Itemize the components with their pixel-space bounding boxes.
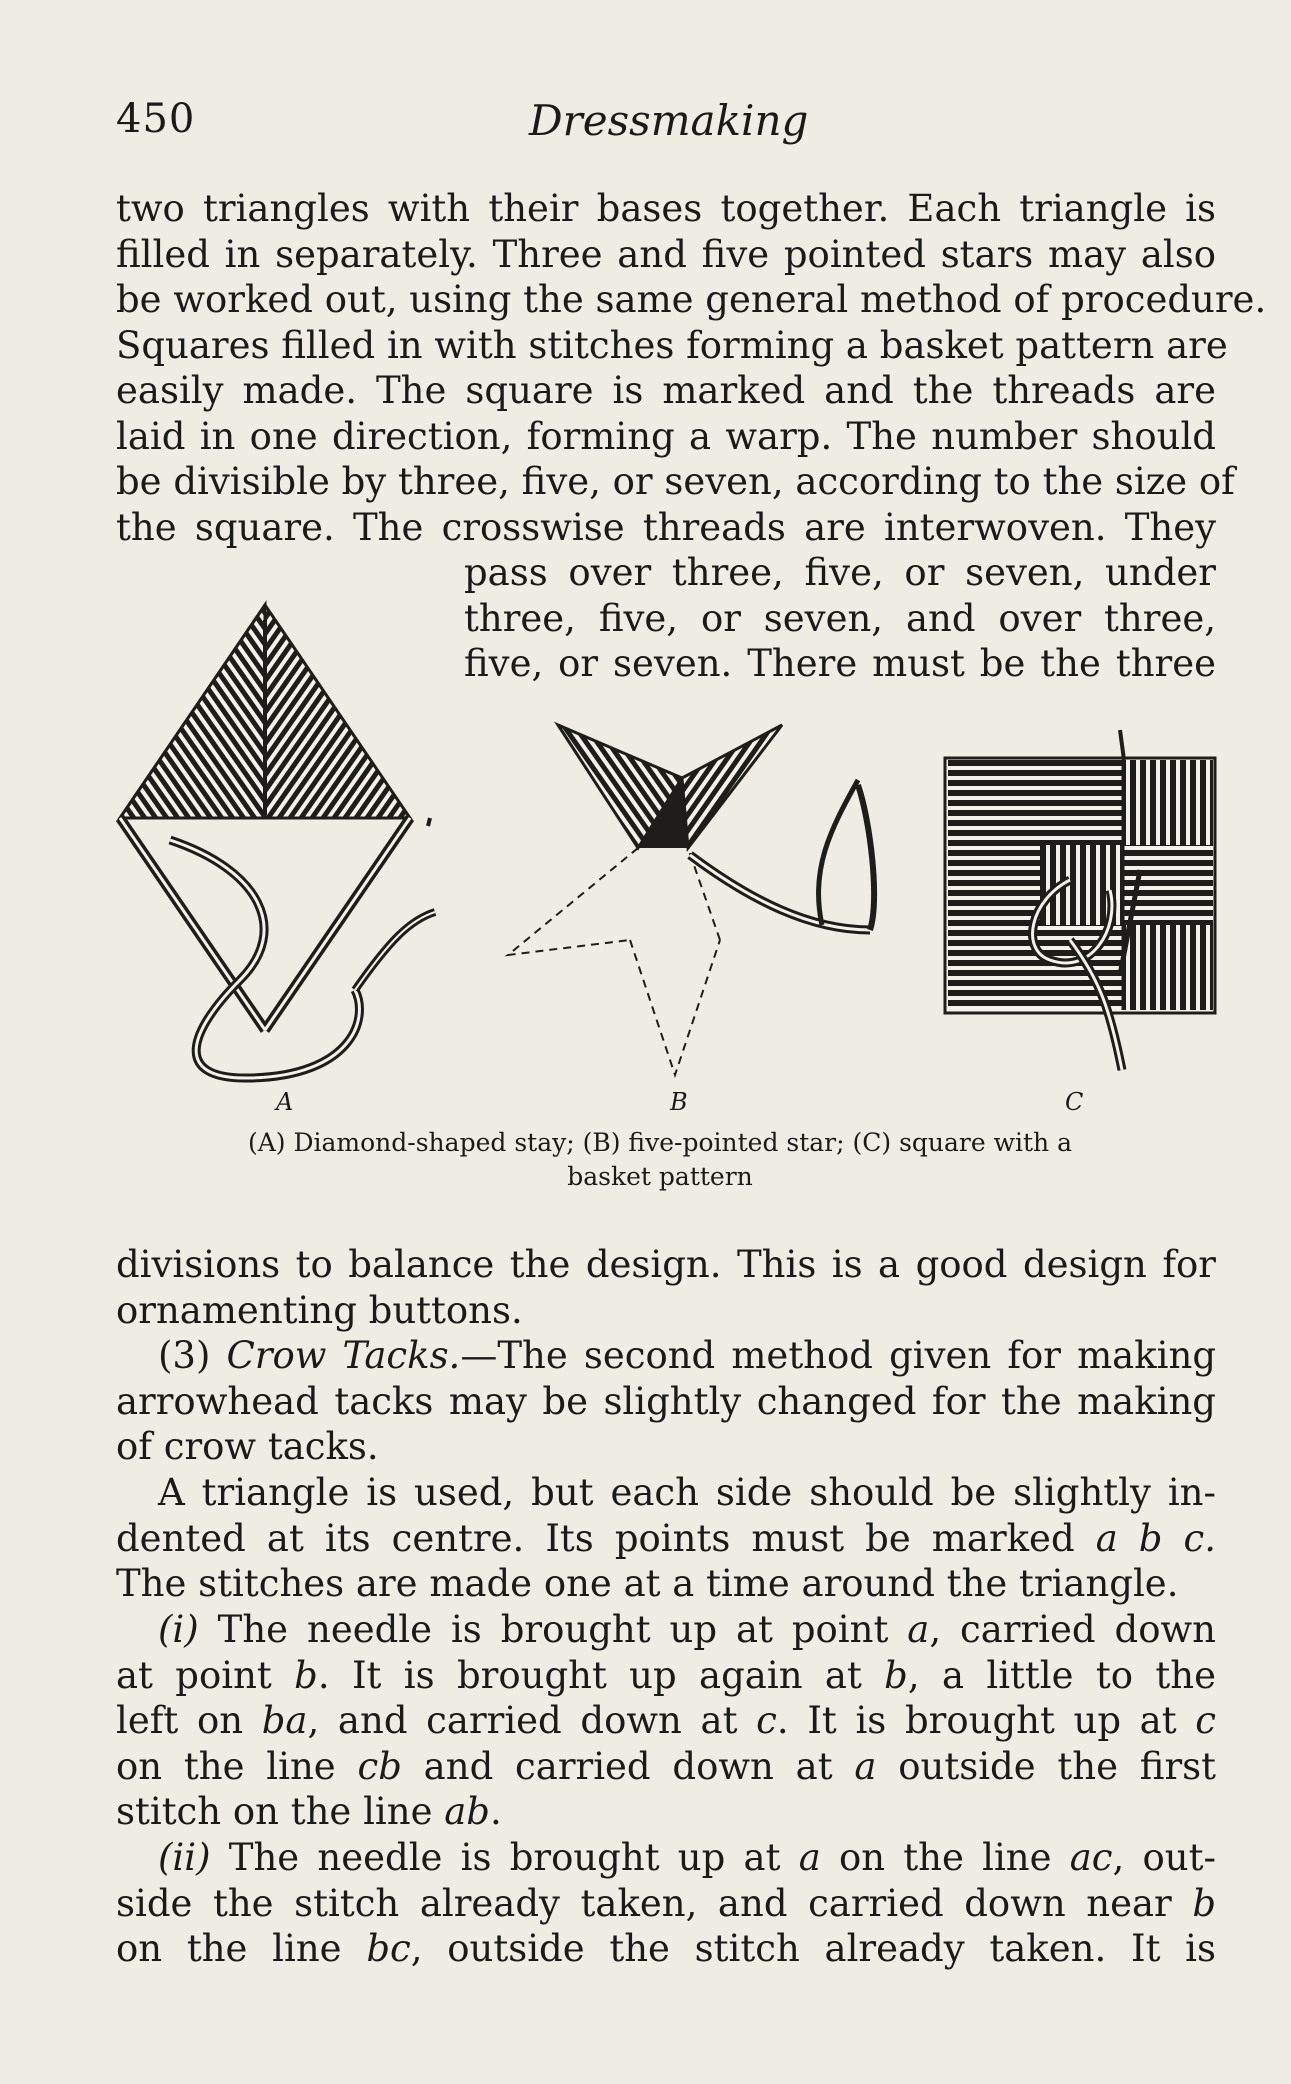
text-segment: on the line: [116, 1744, 358, 1788]
figure-label-c: C: [1065, 1088, 1084, 1116]
point-letter: b: [294, 1653, 318, 1697]
text-segment: stitch on the line: [116, 1790, 445, 1833]
text-line: [116, 1744, 1216, 1790]
point-letter: c: [756, 1699, 777, 1742]
text-segment: , outside the stitch already taken. It is: [410, 1927, 1216, 1970]
text-segment: —The second method given for making: [460, 1334, 1217, 1377]
text-segment: side the stitch already taken, and carried down near: [116, 1881, 1193, 1925]
text-line: two triangles with their bases together. Each triangle is: [116, 187, 1216, 230]
caption-line: (A) Diamond-shaped stay; (B) five-pointed star; (C) square with a: [247, 1128, 1073, 1157]
point-letter: c: [1195, 1699, 1217, 1742]
text-segment: The needle is brought up at point: [198, 1608, 908, 1651]
step-number: (i): [158, 1608, 199, 1651]
text-segment: , a little to the: [907, 1653, 1216, 1697]
page-number: 450: [116, 96, 196, 142]
text-line: laid in one direction, forming a warp. The number should: [116, 414, 1216, 458]
text-line: [116, 1926, 1216, 1972]
text-line: [116, 1516, 1216, 1562]
page-header: [116, 96, 1216, 156]
text-segment: . It is brought up at: [776, 1699, 1196, 1742]
text-segment: The needle is brought up at: [210, 1836, 799, 1879]
point-letter: cb: [357, 1744, 402, 1788]
paragraph-crow-tacks: [116, 1333, 1216, 1470]
text-line: [116, 1835, 1216, 1881]
caption-line: basket pattern: [567, 1162, 753, 1191]
text-segment: . It is brought up again at: [317, 1653, 885, 1697]
text-line: [116, 1607, 1216, 1653]
text-segment: , and carried down at: [307, 1699, 757, 1742]
paragraph-1: [116, 186, 1267, 550]
point-letter: ac: [1069, 1836, 1113, 1879]
text-line: A triangle is used, but each side should be slightly in-: [158, 1471, 1216, 1514]
point-letter: b: [1192, 1881, 1216, 1925]
paragraph-step-i: [116, 1607, 1216, 1835]
text-segment: dented at its centre. Its points must be marked: [116, 1516, 1075, 1560]
point-letter: a: [907, 1608, 930, 1651]
text-line: be divisible by three, five, or seven, according to the size of: [116, 460, 1235, 503]
text-line: the square. The crosswise threads are interwoven. They: [116, 505, 1216, 549]
point-letters: a b c.: [1095, 1516, 1217, 1560]
diamond-stay-illustration: [120, 605, 435, 1078]
point-letter: a: [798, 1836, 821, 1879]
running-head: Dressmaking: [529, 96, 809, 145]
text-line: [116, 1698, 1216, 1744]
text-line: easily made. The square is marked and the threads are: [116, 369, 1216, 412]
point-letter: ab: [444, 1790, 490, 1833]
text-line: filled in separately. Three and five pointed stars may also: [116, 232, 1216, 276]
text-segment: on the line: [820, 1836, 1070, 1879]
paragraph-step-ii: [116, 1835, 1216, 1972]
basket-square-illustration: [945, 730, 1215, 1070]
text-line: of crow tacks.: [116, 1425, 379, 1468]
text-segment: and carried down at: [401, 1744, 855, 1788]
text-line: ornamenting buttons.: [116, 1288, 523, 1332]
text-line: arrowhead tacks may be slightly changed for the making: [116, 1379, 1216, 1423]
figure-label-b: B: [670, 1088, 688, 1116]
text-segment: , out-: [1112, 1836, 1216, 1879]
point-letter: b: [884, 1653, 908, 1697]
point-letter: a: [854, 1744, 877, 1788]
paragraph-2: [116, 1242, 1216, 1333]
point-letter: bc: [366, 1927, 411, 1970]
stitch-figure: [110, 600, 1220, 1120]
text-segment: left on: [116, 1699, 262, 1742]
stitch-illustrations: [110, 600, 1220, 1120]
text-segment: at point: [116, 1653, 295, 1697]
text-line: [116, 1333, 1216, 1379]
text-line: divisions to balance the design. This is a good design for: [116, 1243, 1216, 1286]
text-line: five, or seven. There must be the three: [464, 642, 1216, 685]
text-line: three, five, or seven, and over three,: [464, 596, 1216, 640]
text-line: Squares filled in with stitches forming a basket pattern are: [116, 323, 1228, 367]
five-pointed-star-illustration: [508, 725, 874, 1075]
text-segment: , carried down: [929, 1608, 1216, 1651]
text-line: pass over three, five, or seven, under: [464, 551, 1216, 594]
section-title: Crow Tacks.: [226, 1334, 461, 1377]
text-line: [116, 1653, 1216, 1699]
text-line: The stitches are made one at a time around the triangle.: [116, 1562, 1179, 1605]
section-number: (3): [158, 1334, 227, 1377]
point-letter: ba: [261, 1699, 308, 1742]
text-segment: outside the first: [876, 1744, 1216, 1788]
text-line: be worked out, using the same general method of procedure.: [116, 278, 1267, 321]
step-number: (ii): [158, 1836, 211, 1879]
text-segment: on the line: [116, 1927, 367, 1970]
figure-label-a: A: [276, 1088, 294, 1116]
paragraph-triangle: [116, 1470, 1216, 1607]
text-line: [116, 1789, 1216, 1835]
text-segment: .: [490, 1790, 502, 1833]
figure-caption: [200, 1126, 1120, 1194]
text-line: [116, 1881, 1216, 1927]
